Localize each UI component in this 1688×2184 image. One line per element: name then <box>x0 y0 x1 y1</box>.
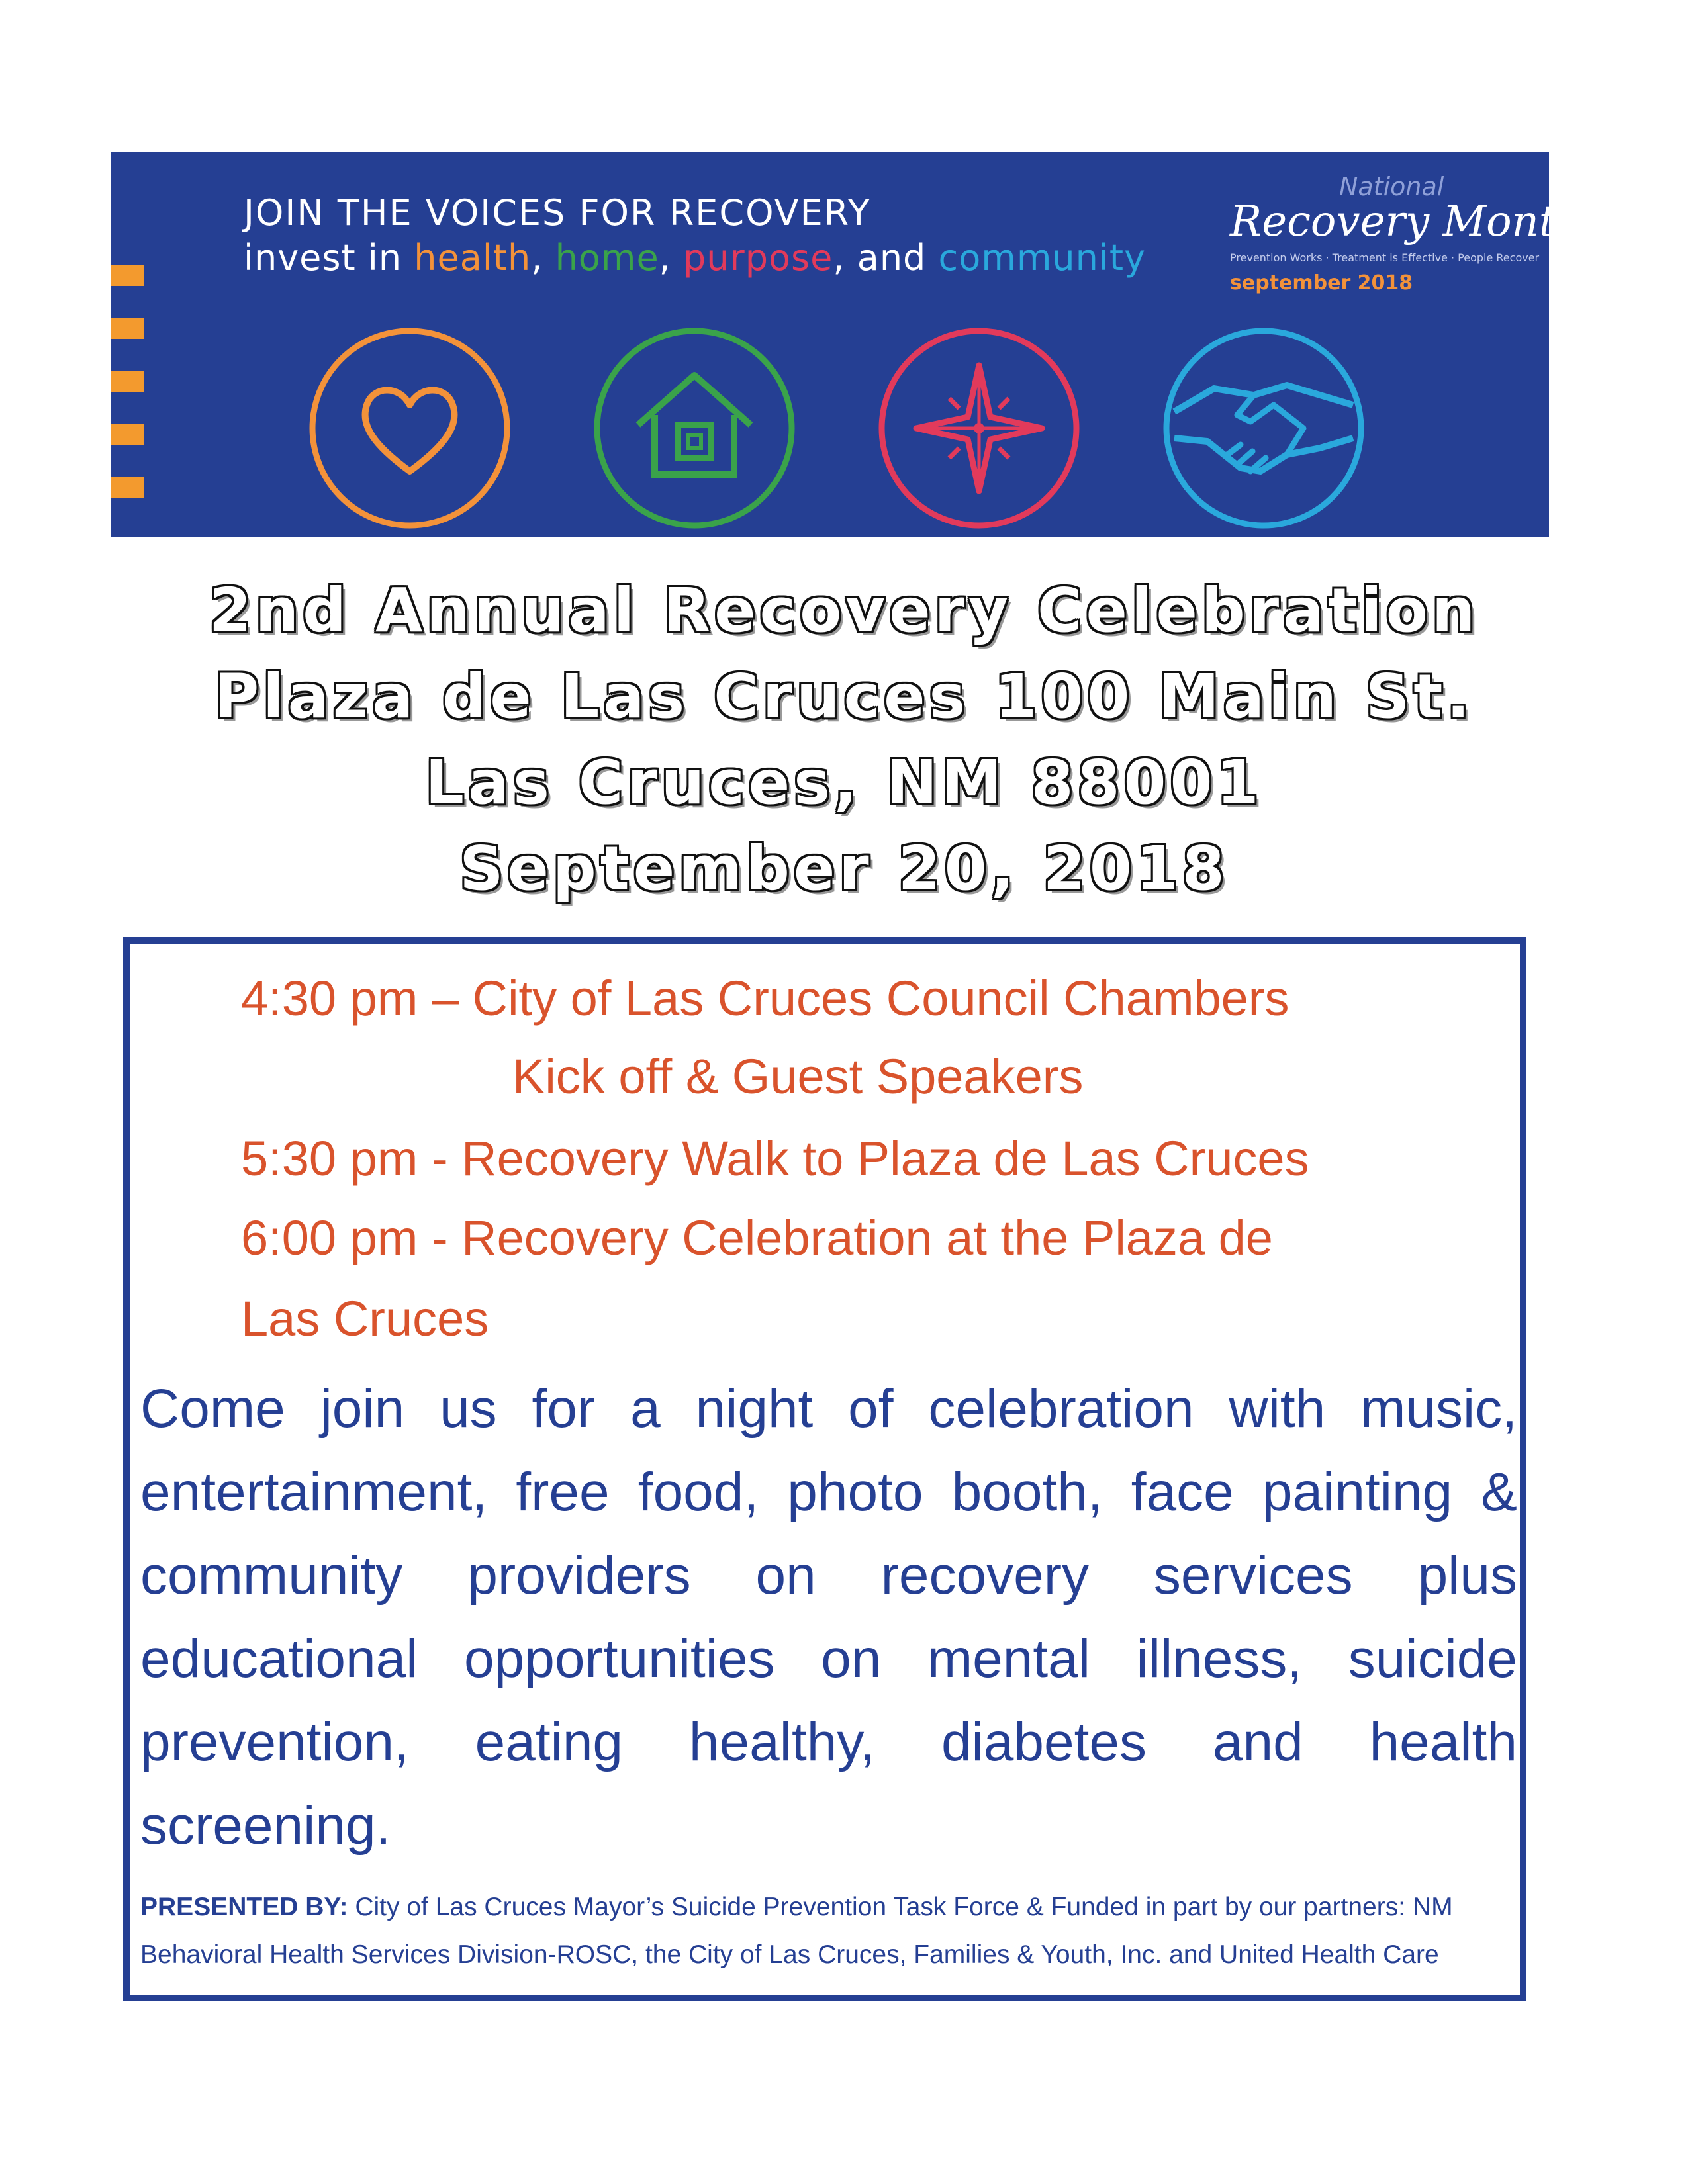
invest-prefix: invest in <box>244 237 414 279</box>
schedule-item-1-sub: Kick off & Guest Speakers <box>512 1049 1084 1104</box>
logo-national: National <box>1339 172 1444 201</box>
banner-headline: JOIN THE VOICES FOR RECOVERY <box>244 192 871 234</box>
orange-tab <box>111 477 144 498</box>
recovery-month-banner <box>111 152 1583 537</box>
event-description: Come join us for a night of celebration with music, entertainment, free food, photo booth, face painting & community providers on recovery services plus educational opportunities on mental illness, suicide prevention, eating healthy, diabetes and health screening. <box>140 1379 1517 1856</box>
presented-by-label: PRESENTED BY: <box>140 1893 348 1921</box>
logo-tagline: Prevention Works · Treatment is Effective · People Recover <box>1230 251 1540 264</box>
compass-star-icon <box>876 326 1082 531</box>
schedule-item-2: 5:30 pm - Recovery Walk to Plaza de Las Cruces <box>241 1131 1309 1186</box>
orange-tab <box>111 424 144 445</box>
presented-by <box>140 1884 1524 1979</box>
event-address-line1: Plaza de Las Cruces 100 Main St. <box>214 661 1474 732</box>
logo-month: september 2018 <box>1230 271 1413 295</box>
schedule-item-3-cont: Las Cruces <box>241 1291 489 1346</box>
logo-title: Recovery Month <box>1230 197 1583 246</box>
orange-tab <box>111 265 144 286</box>
schedule-item-3: 6:00 pm - Recovery Celebration at the Plaza de <box>241 1210 1273 1265</box>
event-title-block <box>0 568 1688 912</box>
presented-by-text: City of Las Cruces Mayor’s Suicide Prevention Task Force & Funded in part by our partners: NM Behavioral Health Services Division-ROSC, the City of Las Cruces, Families & Youth, Inc. and United Health Care <box>140 1893 1453 1969</box>
event-details-box <box>123 937 1526 2001</box>
heart-icon <box>307 326 512 531</box>
house-icon <box>592 326 797 531</box>
word-and: and <box>857 237 927 279</box>
banner-subline: invest in health, home, purpose, and community <box>244 237 1147 279</box>
word-health: health <box>414 237 532 279</box>
orange-tab <box>111 318 144 339</box>
handshake-icon <box>1161 326 1366 531</box>
event-date: September 20, 2018 <box>459 833 1229 904</box>
schedule-item-1: 4:30 pm – City of Las Cruces Council Chambers <box>241 971 1289 1026</box>
word-purpose: purpose <box>683 237 833 279</box>
word-community: community <box>938 237 1147 279</box>
event-title: 2nd Annual Recovery Celebration <box>209 575 1479 646</box>
event-address-line2: Las Cruces, NM 88001 <box>425 747 1263 818</box>
word-home: home <box>555 237 659 279</box>
orange-tab <box>111 371 144 392</box>
